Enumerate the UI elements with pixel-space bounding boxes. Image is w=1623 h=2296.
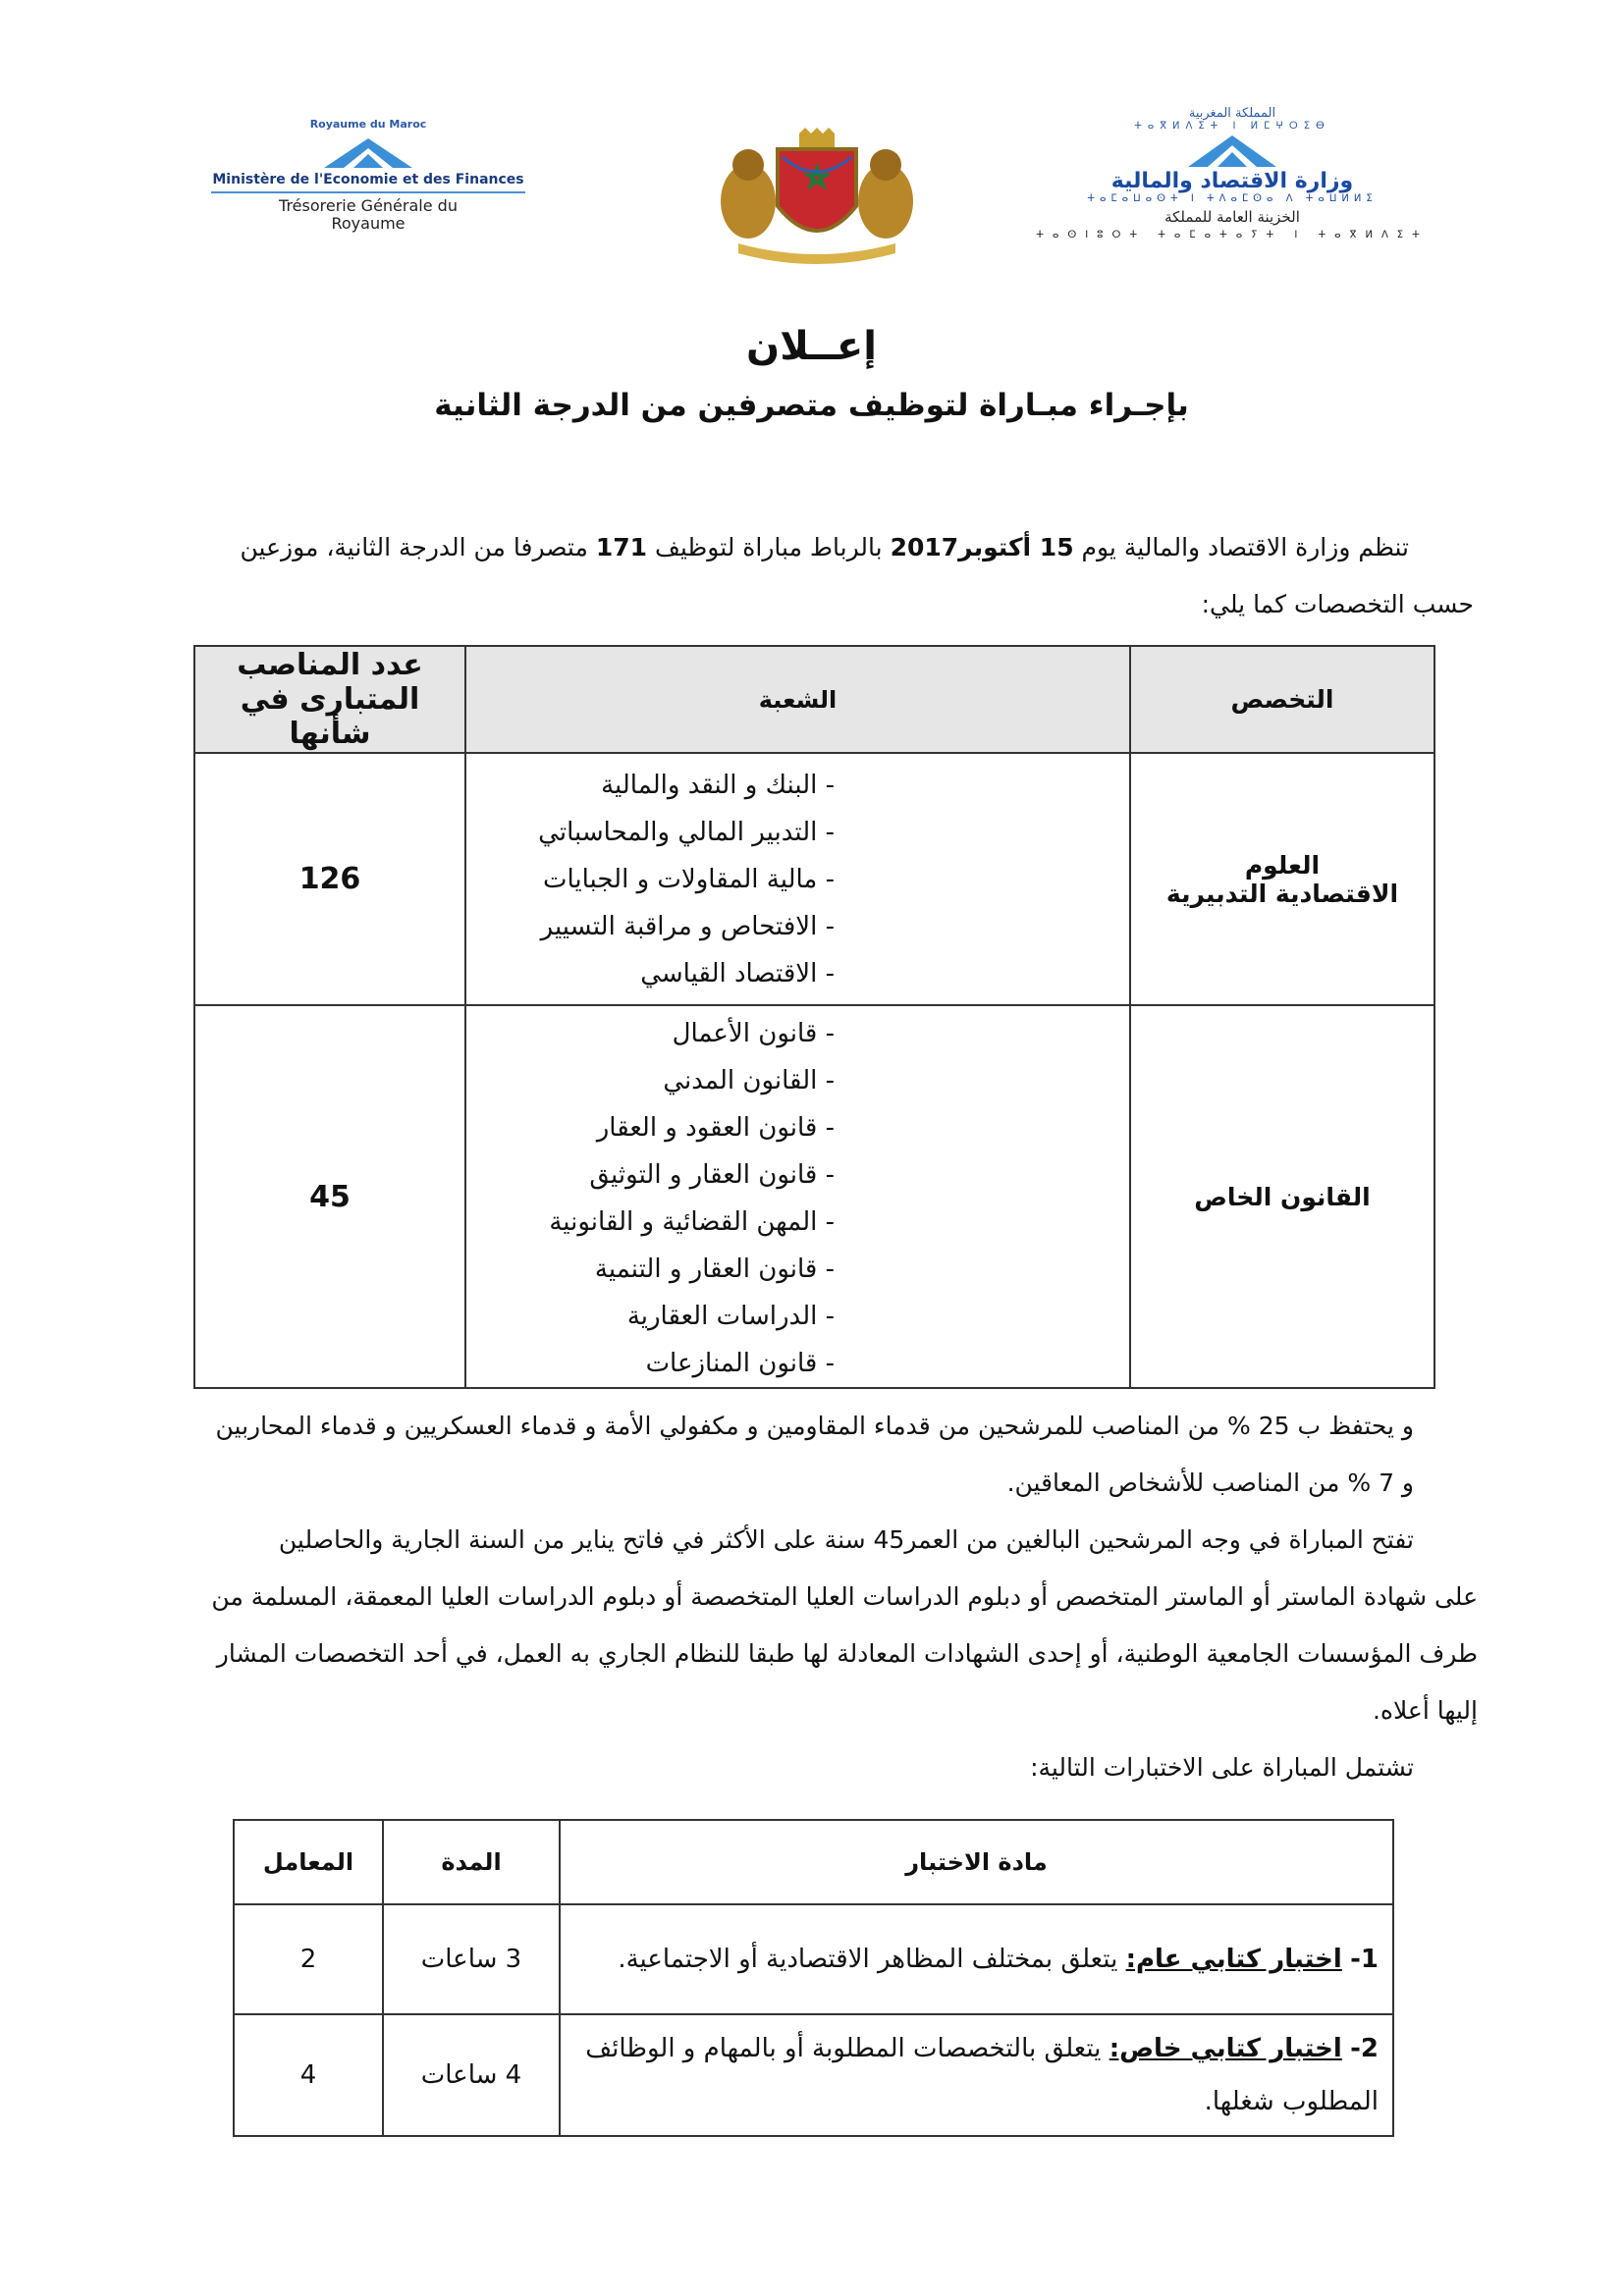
header-branch: الشعبة	[465, 646, 1130, 753]
ministry-logo-arabic	[992, 106, 1473, 283]
logo-kingdom-label: Royaume du Maroc	[309, 118, 427, 131]
exams-table	[233, 1819, 1394, 2137]
specialties-table	[193, 645, 1435, 1389]
exam-title: اختبار كتابي عام:	[1125, 1945, 1342, 1974]
logo-ministry-ar: وزارة الاقتصاد والمالية	[1110, 169, 1354, 193]
specialty-line1: القانون الخاص	[1194, 1182, 1371, 1211]
exam-number: 1-	[1350, 1945, 1379, 1974]
intro-month-year: أكتوبر2017	[890, 533, 1040, 561]
header-coefficient: المعامل	[234, 1820, 383, 1904]
branch-item: - المهن القضائية و القانونية	[549, 1207, 835, 1237]
intro-count: 171	[595, 533, 648, 561]
logo-kingdom-ar: المملكة المغربية	[1188, 106, 1276, 121]
intro-text-a: تنظم وزارة الاقتصاد والمالية يوم	[1073, 533, 1409, 561]
table-row	[194, 1005, 1434, 1388]
intro-line-1	[162, 530, 1409, 565]
logo-treasury-ar: الخزينة العامة للمملكة	[1164, 208, 1300, 226]
branch-item: - التدبير المالي والمحاسباتي	[538, 818, 835, 847]
branch-cell	[465, 753, 1130, 1005]
header-posts	[194, 646, 465, 753]
posts-cell: 126	[194, 753, 465, 1005]
intro-day: 15	[1039, 533, 1074, 561]
header-posts-line2: المتبارى في شأنها	[240, 682, 420, 751]
coat-of-arms-icon	[709, 128, 925, 265]
exam-duration: 3 ساعات	[383, 1904, 560, 2014]
branch-item: - قانون الأعمال	[672, 1019, 835, 1048]
intro-text-b: بالرباط مباراة لتوظيف	[647, 533, 891, 561]
header-specialty: التخصص	[1130, 646, 1434, 753]
header-posts-line1: عدد المناصب	[237, 648, 423, 682]
branch-item: - قانون المنازعات	[645, 1349, 835, 1378]
branch-item: - الدراسات العقارية	[626, 1302, 835, 1331]
logo-treasury-tifinagh: ⵜⴰⵙⵏⵓⵔⵜ ⵜⴰⵎⴰⵜⴰⵢⵜ ⵏ ⵜⴰⴳⵍⴷⵉⵜ	[1036, 230, 1429, 240]
logo-ministry-name: Ministère de l'Economie et des Finances	[212, 172, 524, 187]
exam-line-2: المطلوب شغلها.	[1204, 2087, 1379, 2116]
intro-line-2: حسب التخصصات كما يلي:	[1201, 590, 1474, 618]
exam-title: اختبار كتابي خاص:	[1109, 2034, 1342, 2063]
specialty-cell	[1130, 753, 1434, 1005]
branch-item: - الاقتصاد القياسي	[640, 959, 835, 988]
logo-ministry-tifinagh: ⵜⴰⵎⴰⵡⴰⵙⵜ ⵏ ⵜⴷⴰⵎⵙⴰ ⴷ ⵜⴰⵡⵍⵍⵉ	[1087, 193, 1378, 204]
table-header-row	[234, 1820, 1393, 1904]
header-subject: مادة الاختبار	[560, 1820, 1393, 1904]
table-row	[234, 2014, 1393, 2136]
exam-description: يتعلق بمختلف المظاهر الاقتصادية أو الاجتماعية.	[618, 1945, 1126, 1974]
branch-item: - البنك و النقد والمالية	[601, 771, 835, 800]
exams-intro: تشتمل المباراة على الاختبارات التالية:	[1030, 1753, 1414, 1782]
exam-duration: 4 ساعات	[383, 2014, 560, 2136]
exam-line-1	[574, 2022, 1379, 2075]
ministry-logo-french	[191, 118, 545, 275]
eligibility-line-2: على شهادة الماستر أو الماستر المتخصص أو دبلوم الدراسات العليا المتخصصة أو دبلوم الدراسات العليا المعمقة، المسلمة من	[211, 1582, 1478, 1611]
logo-treasury-line2: Royaume	[331, 214, 406, 233]
header-duration: المدة	[383, 1820, 560, 1904]
table-row	[234, 1904, 1393, 2014]
logo-kingdom-tifinagh: ⵜⴰⴳⵍⴷⵉⵜ ⵏ ⵍⵎⵖⵔⵉⴱ	[1134, 121, 1330, 132]
eligibility-line-4: إليها أعلاه.	[1372, 1696, 1478, 1725]
exam-coefficient: 4	[234, 2014, 383, 2136]
announcement-title: إعــلان	[746, 324, 877, 369]
branch-item: - مالية المقاولات و الجبايات	[543, 865, 835, 894]
exam-subject-cell	[560, 1904, 1393, 2014]
eligibility-line-3: طرف المؤسسات الجامعية الوطنية، أو إحدى الشهادات المعادلة لها طبقا للنظام الجاري به العمل، في أحد التخصصات المشار	[216, 1639, 1478, 1668]
branch-item: - قانون العقود و العقار	[596, 1113, 835, 1143]
intro-text-c: متصرفا من الدرجة الثانية، موزعين	[240, 533, 596, 561]
branch-item: - الافتحاص و مراقبة التسيير	[540, 912, 835, 941]
ministry-triangle-icon	[314, 136, 422, 170]
branch-item: - قانون العقار و التوثيق	[589, 1160, 835, 1190]
exam-subject-cell	[560, 2014, 1393, 2136]
exam-number: 2-	[1350, 2034, 1379, 2063]
logo-divider	[211, 191, 525, 193]
ministry-triangle-icon	[1178, 133, 1286, 169]
specialty-cell	[1130, 1005, 1434, 1388]
reservation-line-1: و يحتفظ ب 25 % من المناصب للمرشحين من قدماء المقاومين و مكفولي الأمة و قدماء العسكريين و قدماء المحاربين	[215, 1412, 1414, 1440]
exam-coefficient: 2	[234, 1904, 383, 2014]
branch-item: - القانون المدني	[663, 1066, 835, 1095]
specialty-line2: الاقتصادية التدبيرية	[1165, 879, 1399, 908]
posts-cell: 45	[194, 1005, 465, 1388]
eligibility-line-1: تفتح المباراة في وجه المرشحين البالغين من العمر45 سنة على الأكثر في فاتح يناير من السنة الجارية والحاصلين	[278, 1525, 1414, 1554]
branch-cell	[465, 1005, 1130, 1388]
exam-description: يتعلق بالتخصصات المطلوبة أو بالمهام و الوظائف	[585, 2034, 1109, 2063]
reservation-line-2: و 7 % من المناصب للأشخاص المعاقين.	[1006, 1468, 1414, 1497]
branch-item: - قانون العقار و التنمية	[594, 1255, 835, 1284]
logo-treasury-line1: Trésorerie Générale du	[279, 196, 458, 215]
specialty-line1: العلوم	[1244, 850, 1321, 880]
table-row	[194, 753, 1434, 1005]
table-header-row	[194, 646, 1434, 753]
announcement-subtitle: بإجـراء مبـاراة لتوظيف متصرفين من الدرجة الثانية	[434, 388, 1189, 423]
